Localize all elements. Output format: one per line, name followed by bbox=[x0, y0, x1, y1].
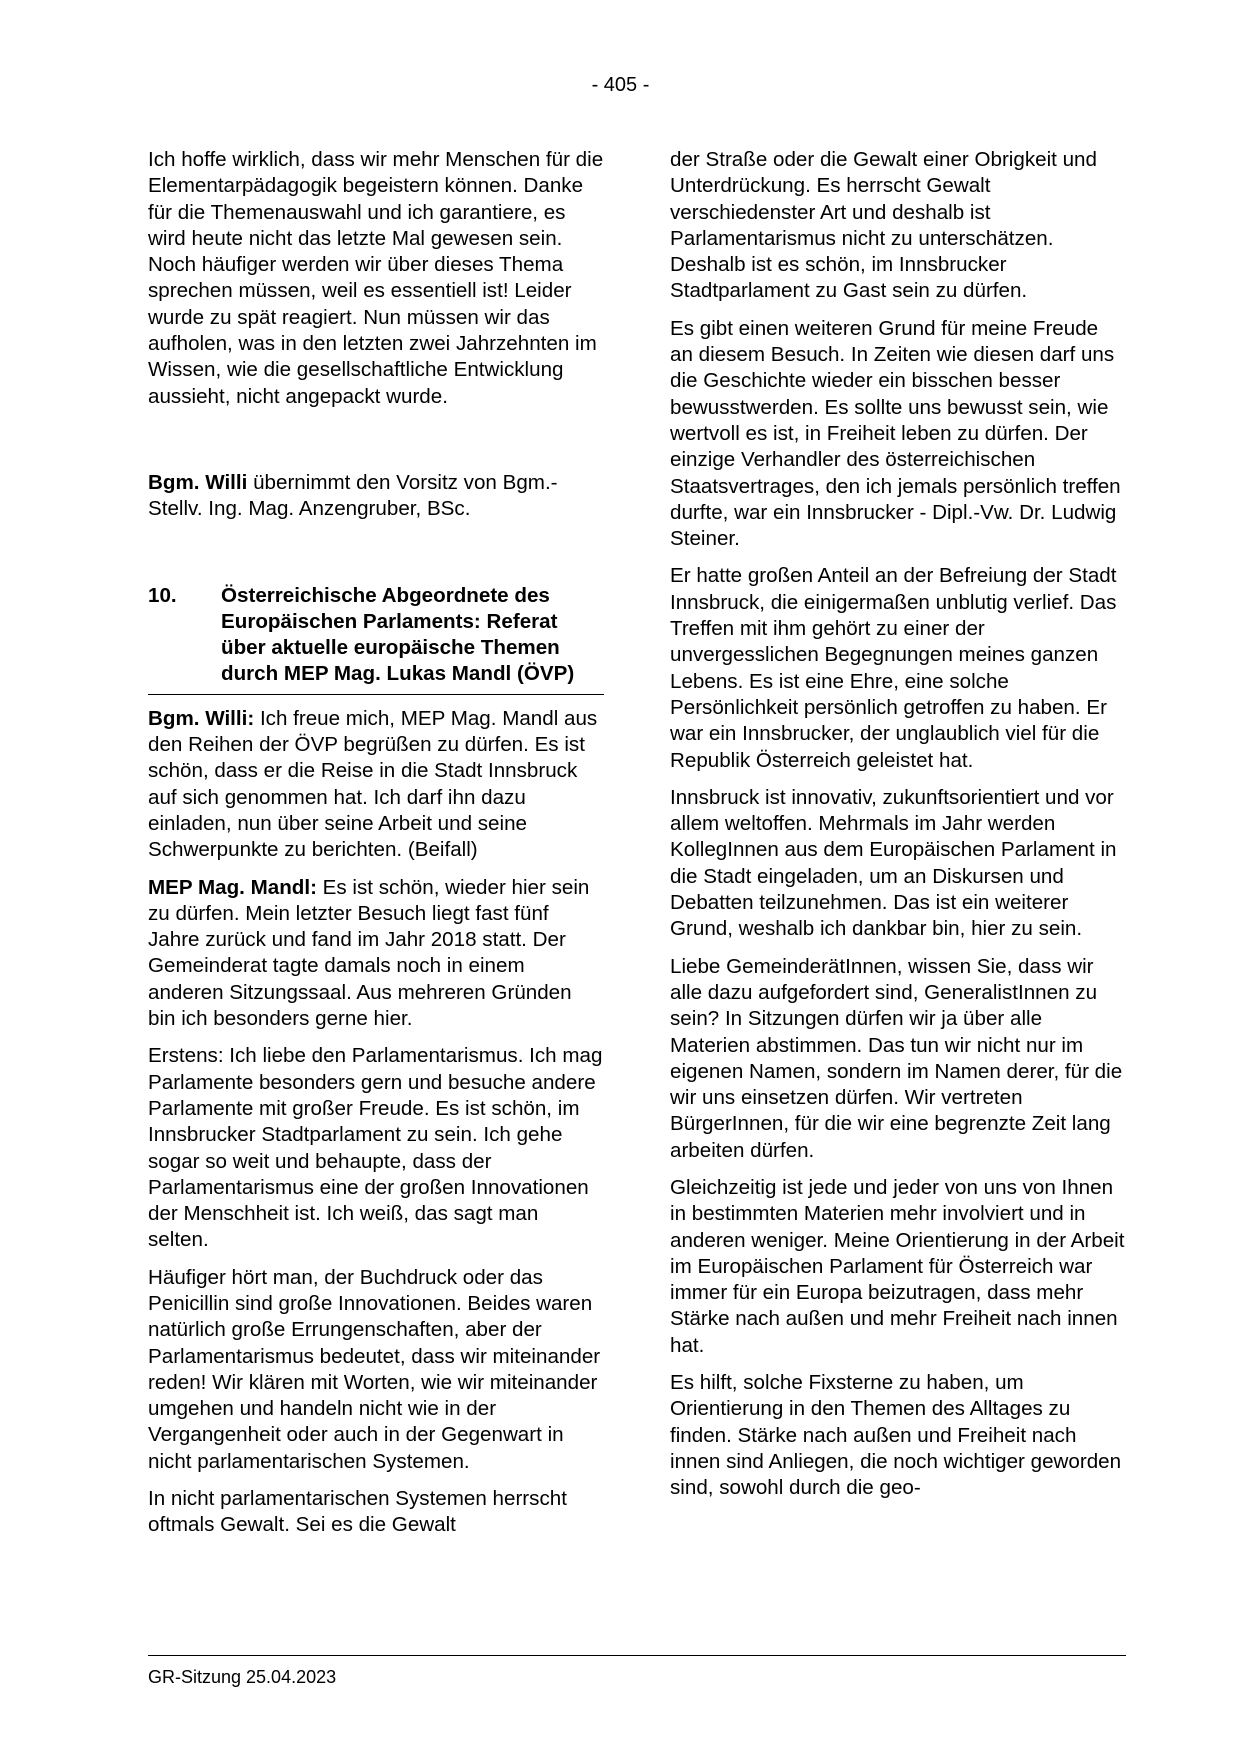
footer-divider bbox=[148, 1655, 1126, 1656]
paragraph-text: Es ist schön, wieder hier sein zu dürfen. Mein letzter Besuch liegt fast fünf Jahre zurück und fand im Jahr 2018 statt. Der Gemeinderat tagte damals noch in einem anderen Sitzungssaal. Aus mehreren Gründen bin ich besonders gerne hier. bbox=[148, 875, 590, 1031]
paragraph: Erstens: Ich liebe den Parlamentarismus. Ich mag Parlamente besonders gern und besuche andere Parlamente mit großer Freude. Es ist schön, im Innsbrucker Stadtparlament zu sein. Ich gehe sogar so weit und behaupte, dass der Parlamentarismus eine der großen Innovationen der Menschheit ist. Ich weiß, das sagt man selten. bbox=[148, 1044, 603, 1252]
paragraph: Häufiger hört man, der Buchdruck oder das Penicillin sind große Innovationen. Beides waren natürlich große Errungenschaften, aber der Parlamentarismus bedeutet, dass wir miteinander reden! Wir klären mit Worten, wie wir miteinander umgehen und handeln nicht wie in der Vergangenheit oder auch in der Gegenwart in nicht parlamentarischen Systemen. bbox=[148, 1265, 601, 1473]
speaker-name: Bgm. Willi bbox=[148, 470, 248, 494]
right-column bbox=[670, 147, 1126, 1513]
paragraph: Liebe GemeinderätInnen, wissen Sie, dass wir alle dazu aufgefordert sind, GeneralistInnen zu sein? In Sitzungen dürfen wir ja über alle Materien abstimmen. Das tun wir nicht nur im eigenen Namen, sondern im Namen derer, für die wir uns einsetzen dürfen. Wir vertreten BürgerInnen, für die wir eine begrenzte Zeit lang arbeiten dürfen. bbox=[670, 954, 1123, 1162]
agenda-item-number: 10. bbox=[148, 583, 177, 607]
paragraph: der Straße oder die Gewalt einer Obrigkeit und Unterdrückung. Es herrscht Gewalt verschiedenster Art und deshalb ist Parlamentarismus nicht zu unterschätzen. Deshalb ist es schön, im Innsbrucker Stadtparlament zu Gast sein zu dürfen. bbox=[670, 148, 1097, 303]
footer-session-date: GR-Sitzung 25.04.2023 bbox=[148, 1667, 337, 1687]
speaker-name: Bgm. Willi: bbox=[148, 706, 255, 730]
speaker-name: MEP Mag. Mandl: bbox=[148, 875, 317, 899]
agenda-item-heading bbox=[148, 583, 604, 695]
paragraph: Gleichzeitig ist jede und jeder von uns von Ihnen in bestimmten Materien mehr involviert und in anderen weniger. Meine Orientierung in der Arbeit im Europäischen Parlament für Österreich war immer für ein Europa beizutragen, dass mehr Stärke nach außen und mehr Freiheit nach innen hat. bbox=[670, 1175, 1125, 1357]
paragraph: Es gibt einen weiteren Grund für meine Freude an diesem Besuch. In Zeiten wie diesen darf uns die Geschichte wieder ein bisschen besser bewusstwerden. Es sollte uns bewusst sein, wie wertvoll es ist, in Freiheit leben zu dürfen. Der einzige Verhandler des österreichischen Staatsvertrages, den ich jemals persönlich treffen durfte, war ein Innsbrucker - Dipl.-Vw. Dr. Ludwig Steiner. bbox=[670, 316, 1121, 551]
speech-paragraph bbox=[148, 706, 604, 864]
chair-change-note bbox=[148, 470, 604, 523]
agenda-item-title: Österreichische Abgeordnete des Europäischen Parlaments: Referat über aktuelle europäische Themen durch MEP Mag. Lukas Mandl (ÖVP) bbox=[221, 583, 575, 686]
paragraph: Er hatte großen Anteil an der Befreiung der Stadt Innsbruck, die einigermaßen unblutig verlief. Das Treffen mit ihm gehört zu einer der unvergesslichen Begegnungen meines ganzen Lebens. Es ist eine Ehre, eine solche Persönlichkeit persönlich getroffen zu haben. Er war ein Innsbrucker, der unglaublich viel für die Republik Österreich geleistet hat. bbox=[670, 564, 1117, 772]
paragraph: In nicht parlamentarischen Systemen herrscht oftmals Gewalt. Sei es die Gewalt bbox=[148, 1487, 567, 1537]
paragraph-text: übernimmt den Vorsitz von Bgm.-Stellv. Ing. Mag. Anzengruber, BSc. bbox=[148, 470, 558, 521]
left-column bbox=[148, 147, 604, 1550]
paragraph-text: Ich freue mich, MEP Mag. Mandl aus den Reihen der ÖVP begrüßen zu dürfen. Es ist schön, dass er die Reise in die Stadt Innsbruck auf sich genommen hat. Ich darf ihn dazu einladen, nun über seine Arbeit und seine Schwerpunkte zu berichten. (Beifall) bbox=[148, 706, 598, 862]
paragraph: Es hilft, solche Fixsterne zu haben, um Orientierung in den Themen des Alltages zu finden. Stärke nach außen und Freiheit nach innen sind Anliegen, die noch wichtiger geworden sind, sowohl durch die geo- bbox=[670, 1371, 1122, 1500]
paragraph: Ich hoffe wirklich, dass wir mehr Menschen für die Elementarpädagogik begeistern können. Danke für die Themenauswahl und ich garantiere, es wird heute nicht das letzte Mal gewesen sein. Noch häufiger werden wir über dieses Thema sprechen müssen, weil es essentiell ist! Leider wurde zu spät reagiert. Nun müssen wir das aufholen, was in den letzten zwei Jahrzehnten im Wissen, wie die gesellschaftliche Entwicklung aussieht, nicht angepackt wurde. bbox=[148, 148, 604, 408]
paragraph: Innsbruck ist innovativ, zukunftsorientiert und vor allem weltoffen. Mehrmals im Jahr werden KollegInnen aus dem Europäischen Parlament in die Stadt eingeladen, um an Diskursen und Debatten teilzunehmen. Das ist ein weiterer Grund, weshalb ich dankbar bin, hier zu sein. bbox=[670, 785, 1117, 941]
page-number: - 405 - bbox=[591, 74, 650, 96]
speech-paragraph bbox=[148, 875, 604, 1033]
